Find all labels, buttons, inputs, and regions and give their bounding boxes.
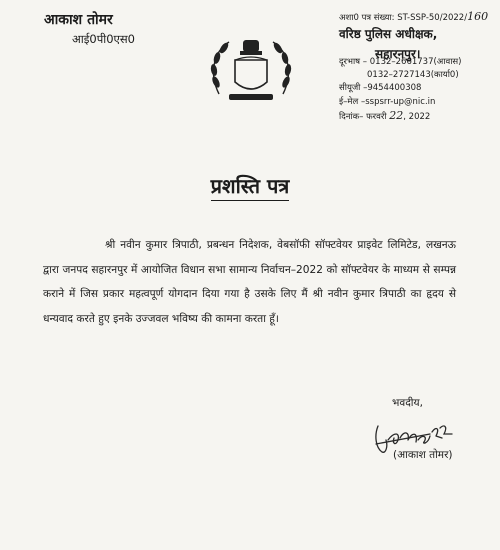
document-title: प्रशस्ति पत्र: [211, 174, 290, 201]
reference-handwritten: 160: [467, 10, 489, 23]
document-title-wrap: [0, 172, 500, 199]
date-year: , 2022: [403, 111, 431, 122]
body-paragraph: श्री नवीन कुमार त्रिपाठी, प्रबन्धन निदेशक, वेबसॉफी सॉफ्टवेयर प्राइवेट लिमिटेड, लखनऊ द्वारा जनपद सहारनपुर में आयोजित विधान सभा सामान्य निर्वाचन–2022 को सॉफ्टवेयर के माध्यम से सम्पन्न कराने में जिस प्रकार महत्वपूर्ण योगदान दिया गया है उसके लिए मैं श्री नवीन कुमार त्रिपाठी का हृदय से धन्यवाद करते हुए इनके उज्जवल भविष्य की कामना करता हूँ।: [43, 239, 456, 325]
phone-row: [339, 56, 499, 69]
reference-printed: अशा0 पत्र संख्या: ST-SSP-50/2022/: [339, 13, 468, 23]
contact-block: [339, 56, 499, 124]
date-day-handwritten: 22: [389, 108, 404, 122]
office-header: [339, 10, 494, 62]
police-emblem-icon: [205, 30, 297, 110]
signer-name: (आकाश तोमर): [393, 449, 453, 461]
letter-date: [339, 109, 499, 124]
sender-designation: आई0पी0एस0: [72, 32, 135, 46]
sender-name: आकाश तोमर: [44, 12, 113, 28]
office-city: सहारनपुर।: [375, 46, 421, 61]
email-address: ई–मेल –sspsrr-up@nic.in: [339, 96, 436, 107]
reference-number: [339, 10, 494, 23]
phone-label: दूरभाष: [339, 57, 361, 67]
cug-number: सीयूजी –9454400308: [339, 83, 422, 94]
phone-office: 0132–2727143(कार्या0): [367, 70, 459, 81]
phone-residence: – 0132–2661737(आवास): [362, 57, 462, 67]
date-label: दिनांक– फरवरी: [339, 111, 387, 122]
closing-salutation: भवदीय,: [392, 397, 423, 409]
office-title: वरिष्ठ पुलिस अधीक्षक,: [339, 27, 438, 41]
